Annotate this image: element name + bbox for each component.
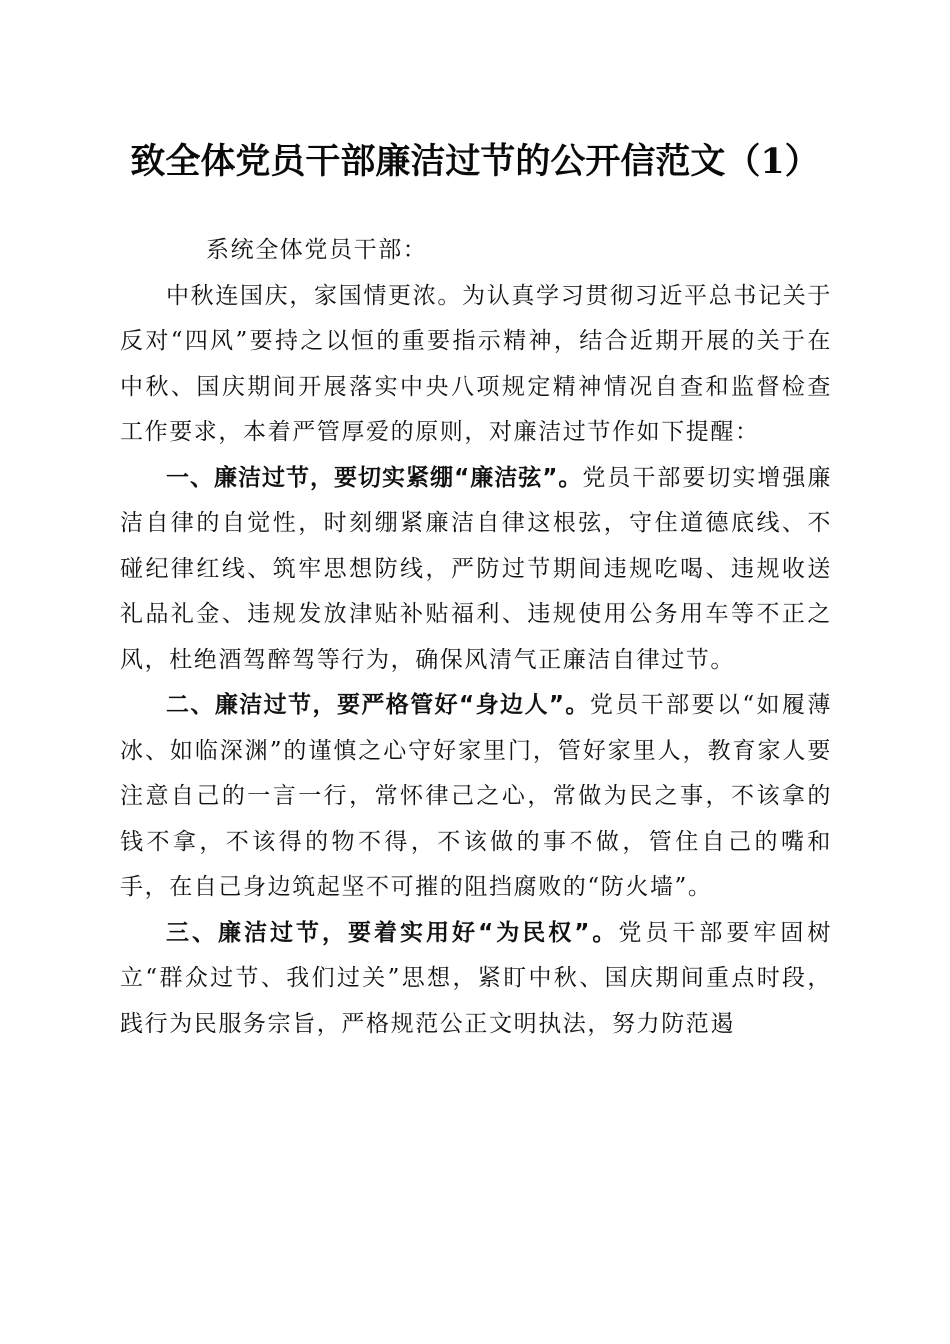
section-text-2: 党员干部要以“如履薄冰、如临深渊”的谨慎之心守好家里门，管好家里人，教育家人要注意自己的一言一行，常怀律己之心，常做为民之事，不该拿的钱不拿，不该得的物不得，不该做的事不做，管住自己的嘴和手，在自己身边筑起坚不可摧的阻挡腐败的“防火墙”。 [120,692,832,900]
section-heading-3: 三、廉洁过节，要着实用好“为民权”。 [166,919,619,946]
section-paragraph-2 [120,683,832,911]
document-title: 致全体党员干部廉洁过节的公开信范文（1） [130,141,820,182]
salutation: 系统全体党员干部： [206,237,428,263]
section-heading-1: 一、廉洁过节，要切实紧绷“廉洁弦”。 [166,464,583,491]
section-paragraph-3 [120,911,832,1048]
section-text-3: 党员干部要牢固树立“群众过节、我们过关”思想，紧盯中秋、国庆期间重点时段，践行为民服务宗旨，严格规范公正文明执法，努力防范遏 [120,919,832,1037]
section-text-1: 党员干部要切实增强廉洁自律的自觉性，时刻绷紧廉洁自律这根弦，守住道德底线、不碰纪律红线、筑牢思想防线，严防过节期间违规吃喝、违规收送礼品礼金、违规发放津贴补贴福利、违规使用公务用车等不正之风，杜绝酒驾醉驾等行为，确保风清气正廉洁自律过节。 [120,464,832,673]
document-body [120,228,832,1047]
section-paragraph-1 [120,456,832,684]
intro-paragraph: 中秋连国庆，家国情更浓。为认真学习贯彻习近平总书记关于反对“四风”要持之以恒的重要指示精神，结合近期开展的关于在中秋、国庆期间开展落实中央八项规定精神情况自查和监督检查工作要求，本着严管厚爱的原则，对廉洁过节作如下提醒： [120,282,832,445]
section-heading-2: 二、廉洁过节，要严格管好“身边人”。 [166,692,590,718]
